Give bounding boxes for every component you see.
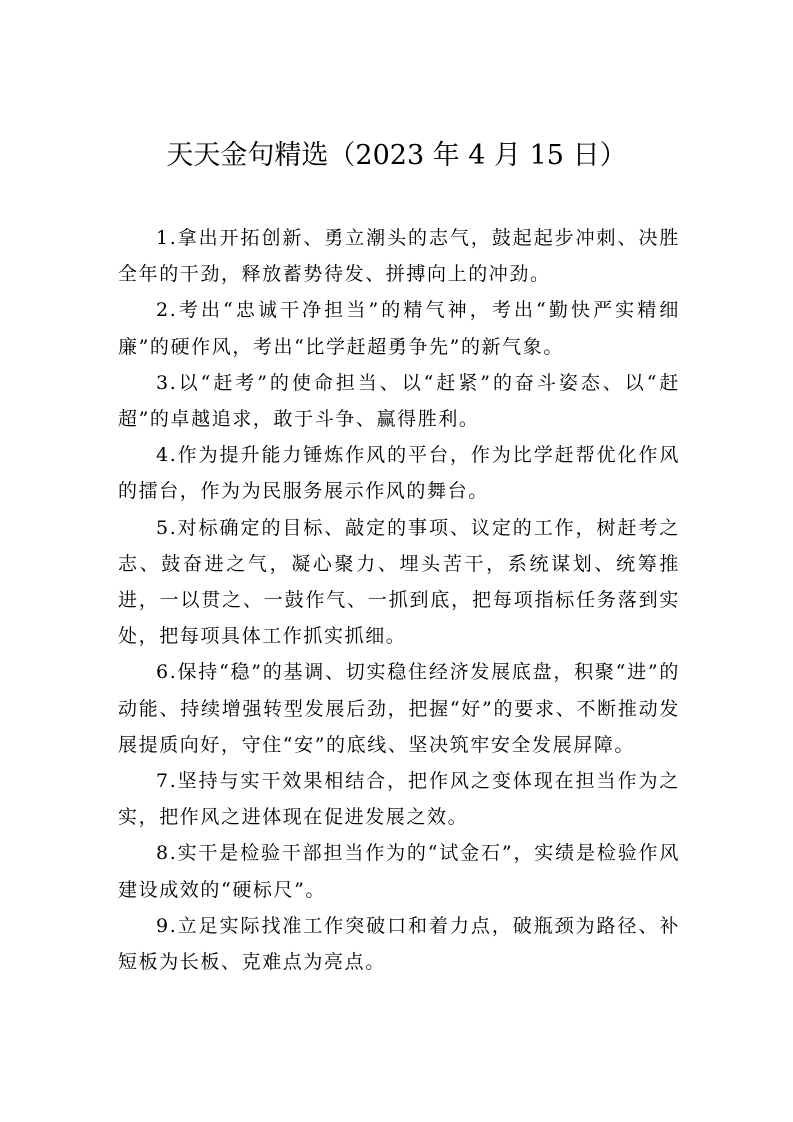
- quote-paragraph-5: 5.对标确定的目标、敲定的事项、议定的工作，树赶考之志、鼓奋进之气，凝心聚力、埋头苦干，系统谋划、统筹推进，一以贯之、一鼓作气、一抓到底，把每项指标任务落到实处，把每项具体工作抓实抓细。: [118, 516, 680, 648]
- page-title: 天天金句精选（2023 年 4 月 15 日）: [166, 140, 627, 171]
- quote-paragraph-9: 9.立足实际找准工作突破口和着力点，破瓶颈为路径、补短板为长板、克难点为亮点。: [118, 914, 680, 974]
- quote-list: [118, 220, 680, 980]
- quote-paragraph-4: 4.作为提升能力锤炼作风的平台，作为比学赶帮优化作风的擂台，作为为民服务展示作风的舞台。: [118, 444, 680, 503]
- quote-paragraph-1: 1.拿出开拓创新、勇立潮头的志气，鼓起起步冲刺、决胜全年的干劲，释放蓄势待发、拼搏向上的冲劲。: [118, 227, 680, 286]
- quote-paragraph-8: 8.实干是检验干部担当作为的“试金石”，实绩是检验作风建设成效的“硬标尺”。: [118, 842, 680, 901]
- quote-paragraph-7: 7.坚持与实干效果相结合，把作风之变体现在担当作为之实，把作风之进体现在促进发展之效。: [118, 770, 680, 829]
- quote-paragraph-6: 6.保持“稳”的基调、切实稳住经济发展底盘，积聚“进”的动能、持续增强转型发展后劲，把握“好”的要求、不断推动发展提质向好，守住“安”的底线、坚决筑牢安全发展屏障。: [118, 661, 680, 756]
- quote-paragraph-3: 3.以“赶考”的使命担当、以“赶紧”的奋斗姿态、以“赶超”的卓越追求，敢于斗争、赢得胜利。: [118, 371, 680, 431]
- quote-paragraph-2: 2.考出“忠诚干净担当”的精气神，考出“勤快严实精细廉”的硬作风，考出“比学赶超勇争先”的新气象。: [118, 299, 680, 358]
